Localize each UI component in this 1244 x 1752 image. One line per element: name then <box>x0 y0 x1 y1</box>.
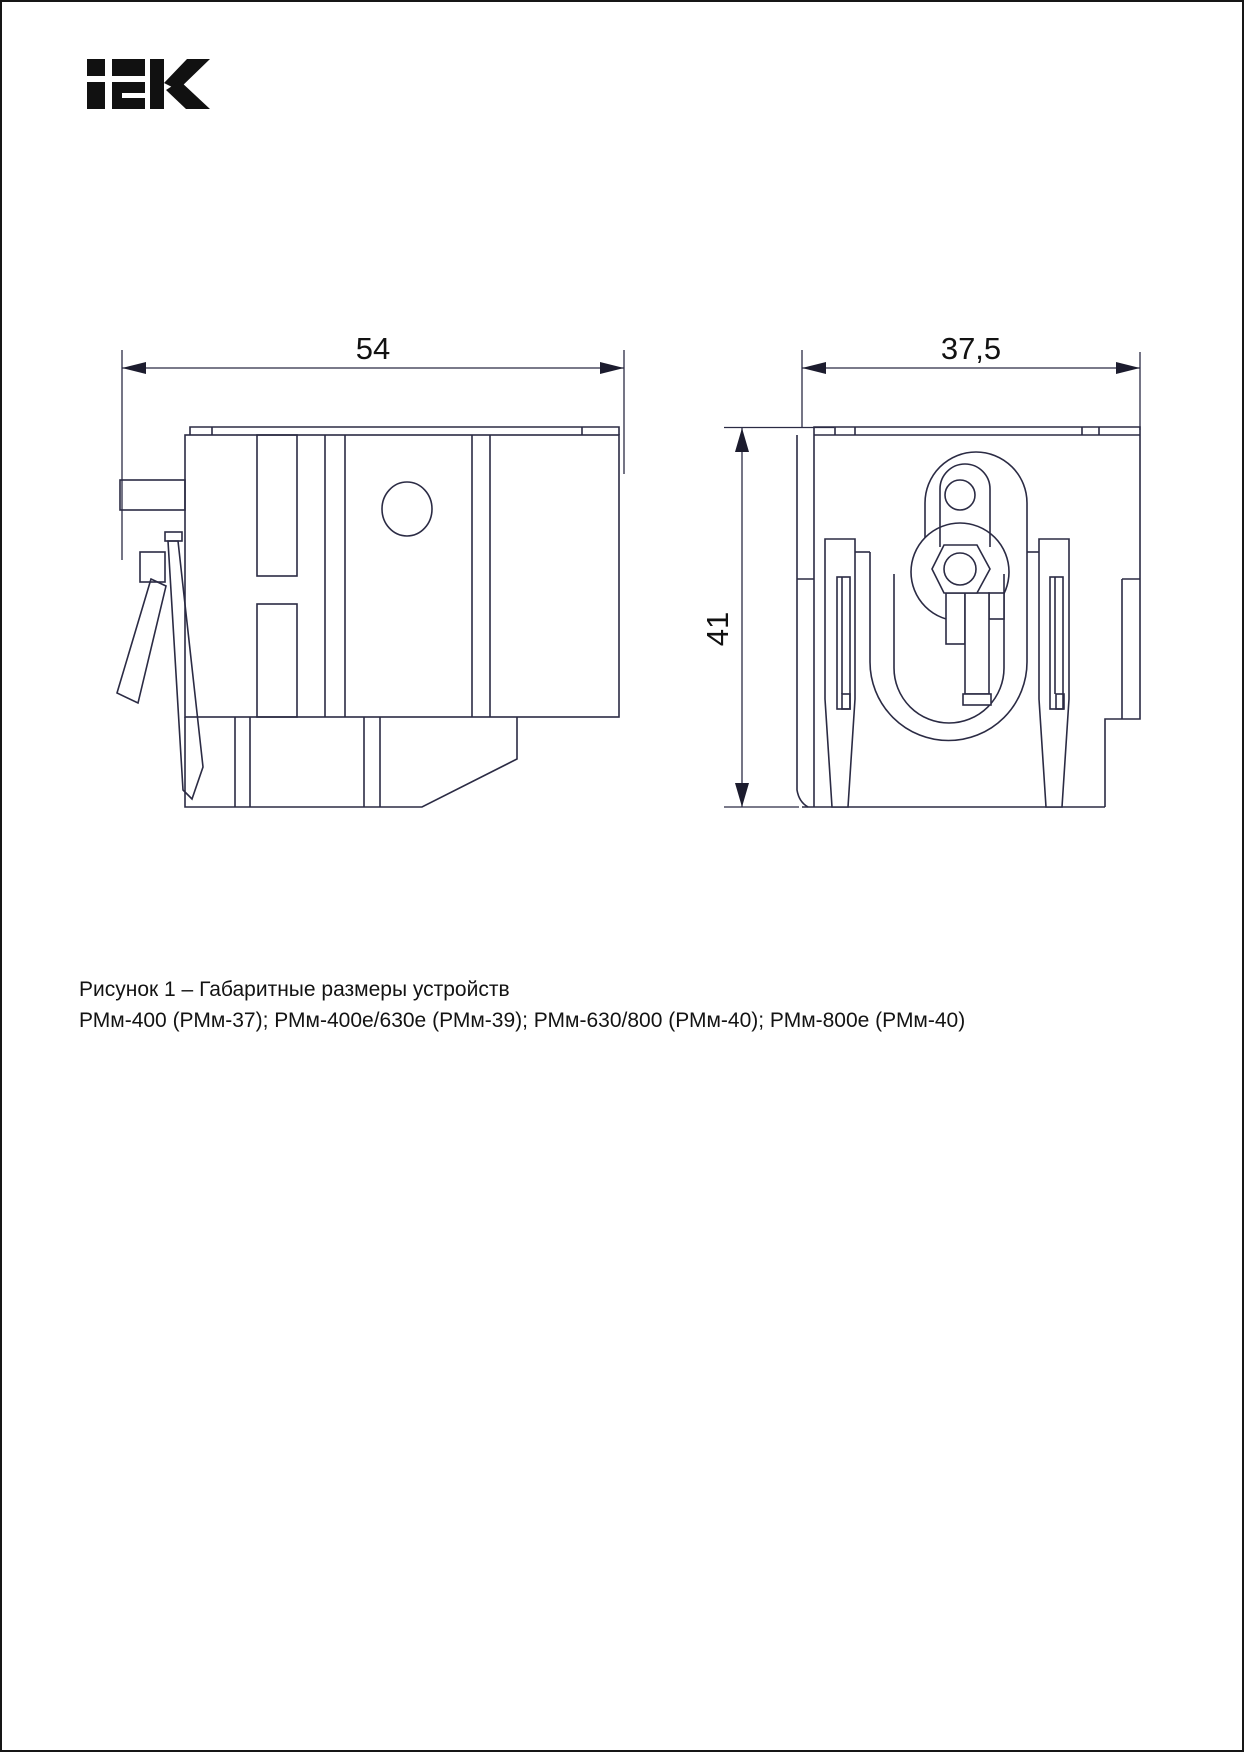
figure-caption <box>79 974 965 1036</box>
dimension-front-width <box>802 331 1140 430</box>
front-contact-stem <box>965 593 989 694</box>
side-terminal-tab <box>120 480 185 510</box>
side-lever <box>117 579 166 703</box>
side-body <box>185 435 619 717</box>
dimension-drawings <box>2 2 1244 902</box>
side-hole <box>382 482 432 536</box>
dimension-side-width <box>122 331 624 560</box>
figure-caption-line-2: РМм-400 (РМм-37); РМм-400е/630е (РМм-39); РМм-630/800 (РМм-40); РМм-800е (РМм-40) <box>79 1009 966 1032</box>
front-hex-nut <box>932 545 990 593</box>
figure-caption-line-1: Рисунок 1 – Габаритные размеры устройств <box>79 978 510 1001</box>
side-view-drawing <box>117 331 624 807</box>
front-right-clip <box>1039 539 1069 807</box>
dimension-label-37-5: 37,5 <box>940 331 1002 366</box>
dimension-label-41: 41 <box>700 611 735 647</box>
front-view-drawing <box>700 331 1140 807</box>
front-mount-hole <box>945 480 975 510</box>
front-left-wall <box>797 435 808 807</box>
front-left-clip <box>825 539 855 807</box>
dimension-label-54: 54 <box>355 331 391 366</box>
